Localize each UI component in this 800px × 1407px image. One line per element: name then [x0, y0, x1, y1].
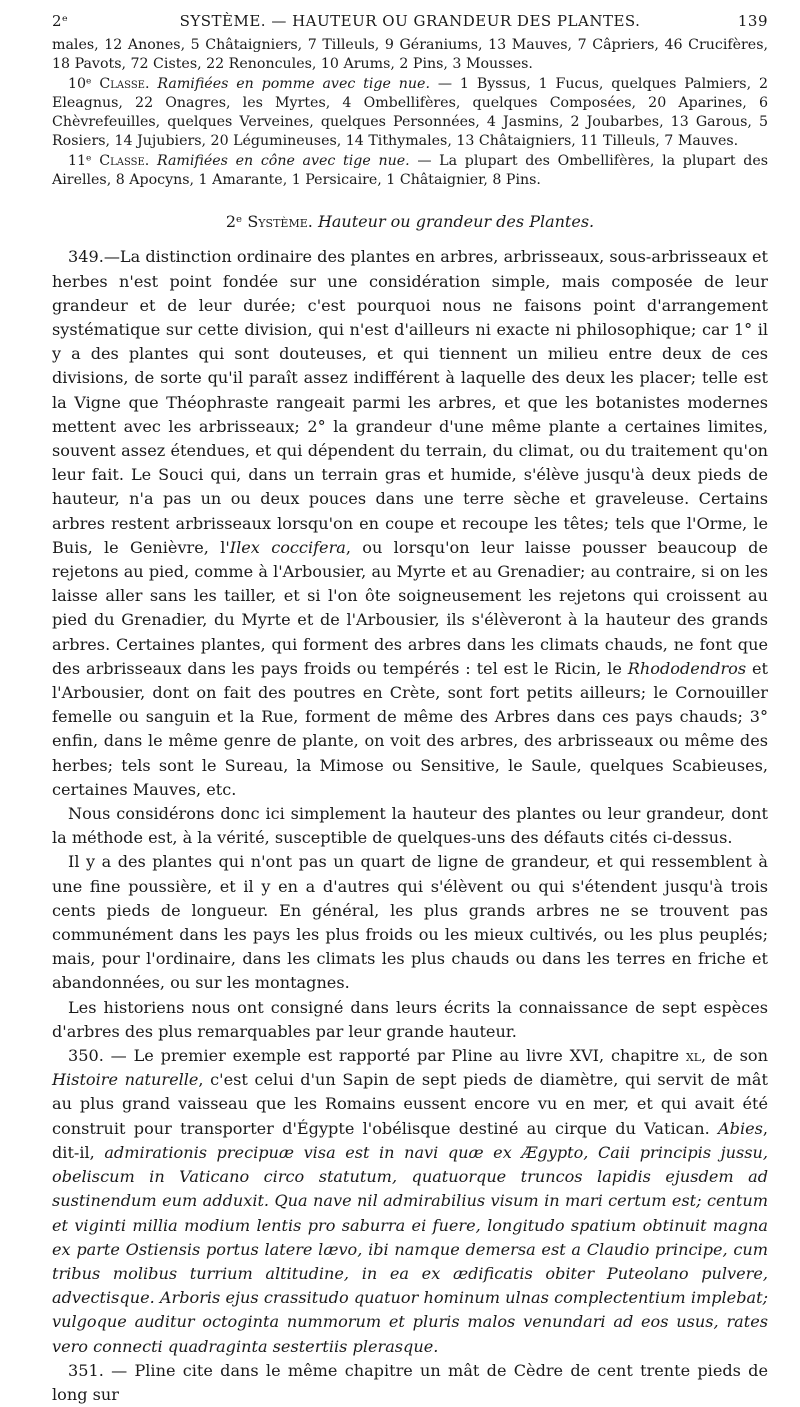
classification-list — [52, 36, 768, 190]
paragraph-350 — [52, 1044, 768, 1359]
text-run: , ou lorsqu'on leur laisse pousser beaucoup de rejetons au pied, comme à l'Arbousier, au Myrte et au Grenadier; au contraire, si on les laisse aller sans les tailler, et si l'on ôte soigneusement les rejetons qui croissent au pied du Grenadier, du Myrte et de l'Arbousier, ils s'élèveront à la hauteur des grands arbres. Certaines plantes, qui forment des arbres dans les climats chauds, ne font que des arbrisseaux dans les pays froids ou tempérés : tel est le Ricin, le — [52, 537, 768, 678]
class-10 — [52, 75, 768, 152]
paragraph-historiens: Les historiens nous ont consigné dans leurs écrits la connaissance de sept espèces d'arbres des plus remarquables par leur grande hauteur. — [52, 997, 768, 1041]
text-run: et l'Arbousier, dont on fait des poutres en Crète, sont fort petits ailleurs; le Cornouiller femelle ou sanguin et la Rue, forment de même des Arbres dans ces pays chauds; 3° enfin, dans le même genre de plante, on voit des arbres, des arbrisseaux ou même des herbes; tels sont le Sureau, la Mimose ou Sensitive, le Saule, quelques Scabieuses, certaines Mauves, etc. — [52, 658, 768, 799]
class-text: — 1 Byssus, 1 Fucus, quelques Palmiers, 2 Eleagnus, 22 Onagres, les Myrtes, 4 Ombellifères, quelques Composées, 20 Aparines, 6 Chèvrefeuilles, quelques Verveines, quelques Personnées, 4 Jasmins, 2 Joubarbes, 13 Garous, 5 Rosiers, 14 Jujubiers, 20 Légumineuses, 14 Tithymales, 13 Châtaigniers, 11 Tilleuls, 7 Mauves. — [52, 75, 769, 150]
text-run: , de son — [701, 1046, 768, 1066]
paragraph-351: 351. — Pline cite dans le même chapitre un mât de Cèdre de cent trente pieds de long sur — [52, 1360, 768, 1404]
class-label: 11ᵉ Classe. — [68, 152, 150, 169]
chapter-numeral: xl — [685, 1046, 702, 1066]
page-number: 139 — [737, 12, 768, 30]
class-continuation: males, 12 Anones, 5 Châtaigniers, 7 Tilleuls, 9 Géraniums, 13 Mauves, 7 Câpriers, 46 Crucifères, 18 Pavots, 72 Cistes, 22 Renoncules, 10 Arums, 2 Pins, 3 Mousses. — [52, 37, 768, 73]
running-header — [52, 12, 768, 30]
latin-word: Abies — [718, 1118, 763, 1138]
text-run: 350. — Le premier exemple est rapporté par Pline au livre XVI, chapitre — [68, 1046, 686, 1066]
section-heading — [52, 212, 768, 231]
section-label: 2ᵉ Système. — [225, 212, 313, 232]
class-title: Ramifiées en pomme avec tige nue. — [157, 75, 430, 92]
paragraph-il-y-a: Il y a des plantes qui n'ont pas un quart de ligne de grandeur, et qui ressemblent à une fine poussière, et il y en a d'autres qui s'élèvent ou qui s'étendent jusqu'à trois cents pieds de longueur. En général, les plus grands arbres ne se trouvent pas communément dans les pays les plus froids ou les mieux cultivés, ou les plus peuplés; mais, pour l'ordinaire, dans les climats les plus chauds ou dans les terres en friche et abandonnées, ou sur les montagnes. — [52, 852, 768, 993]
paragraph-349 — [52, 245, 768, 802]
species-name: Ilex coccifera — [229, 537, 346, 557]
class-title: Ramifiées en cône avec tige nue. — [156, 152, 410, 169]
text-run: 349.—La distinction ordinaire des plantes en arbres, arbrisseaux, sous-arbrisseaux et herbes n'est point fondée sur une considération simple, mais composée de leur grandeur et de leur durée; c'est pourquoi nous ne faisons point d'arrangement systématique sur cette division, qui n'est d'ailleurs ni exacte ni philosophique; car 1° il y a des plantes qui sont douteuses, et qui tiennent un milieu entre deux de ces divisions, de sorte qu'il paraît assez indifférent à laquelle des deux les placer; telle est la Vigne que Théophraste rangeait parmi les arbres, et que les botanistes modernes mettent avec les arbrisseaux; 2° la grandeur d'une même plante a certaines limites, souvent assez étendues, et qui dépendent du terrain, du climat, ou du traitement qu'on leur fait. Le Souci qui, dans un terrain gras et humide, s'élève jusqu'à deux pieds de hauteur, n'a pas un ou deux pouces dans une terre sèche et graveleuse. Certains arbres restent arbrisseaux lorsqu'on en coupe et recoupe les têtes; tels que l'Orme, le Buis, le Genièvre, l' — [52, 247, 768, 557]
species-name: Rhododendros — [627, 658, 747, 678]
latin-quotation: admirationis precipuæ visa est in navi quæ ex Ægypto, Caii principis jussu, obeliscum in Vaticano circo statutum, quatuorque truncos lapidis ejusdem ad sustinendum eum adduxit. Qua nave nil admirabilius visum in mari certum est; centum et viginti millia modium lentis pro saburra ei fuere, longitudo spatium obtinuit magna ex parte Ostiensis portus latere lævo, ibi namque demersa est a Claudio principe, cum tribus molibus turrium altitudine, in ea ex ædificatis obiter Puteolano pulvere, advectisque. Arboris ejus crassitudo quatuor hominum ulnas complectentium implebat; vulgoque auditur octoginta nummorum et pluris malos venundari ad eos usus, rates vero connecti quadraginta sestertiis plerasque. — [52, 1142, 768, 1356]
header-title: SYSTÈME. — HAUTEUR OU GRANDEUR DES PLANTES. — [179, 12, 641, 30]
paragraph-nous: Nous considérons donc ici simplement la hauteur des plantes ou leur grandeur, dont la méthode est, à la vérité, susceptible de quelques-uns des défauts cités ci-dessus. — [52, 804, 768, 848]
header-system-number: 2ᵉ — [52, 12, 69, 30]
body-text — [52, 245, 768, 1407]
class-11 — [52, 152, 768, 191]
section-title: Hauteur ou grandeur des Plantes. — [317, 212, 595, 232]
class-text: — La plupart des Ombellifères, la plupart des Airelles, 8 Apocyns, 1 Amarante, 1 Persicaire, 1 Châtaignier, 8 Pins. — [52, 152, 769, 189]
text-run: , dit-il, — [52, 1118, 768, 1162]
class-label: 10ᵉ Classe. — [68, 75, 150, 92]
text-run: , c'est celui d'un Sapin de sept pieds de diamètre, qui servit de mât au plus grand vaisseau que les Romains eussent encore vu en mer, et qui avait été construit pour transporter d'Égypte l'obélisque destiné au cirque du Vatican. — [52, 1070, 768, 1138]
book-title: Histoire naturelle — [52, 1070, 199, 1090]
